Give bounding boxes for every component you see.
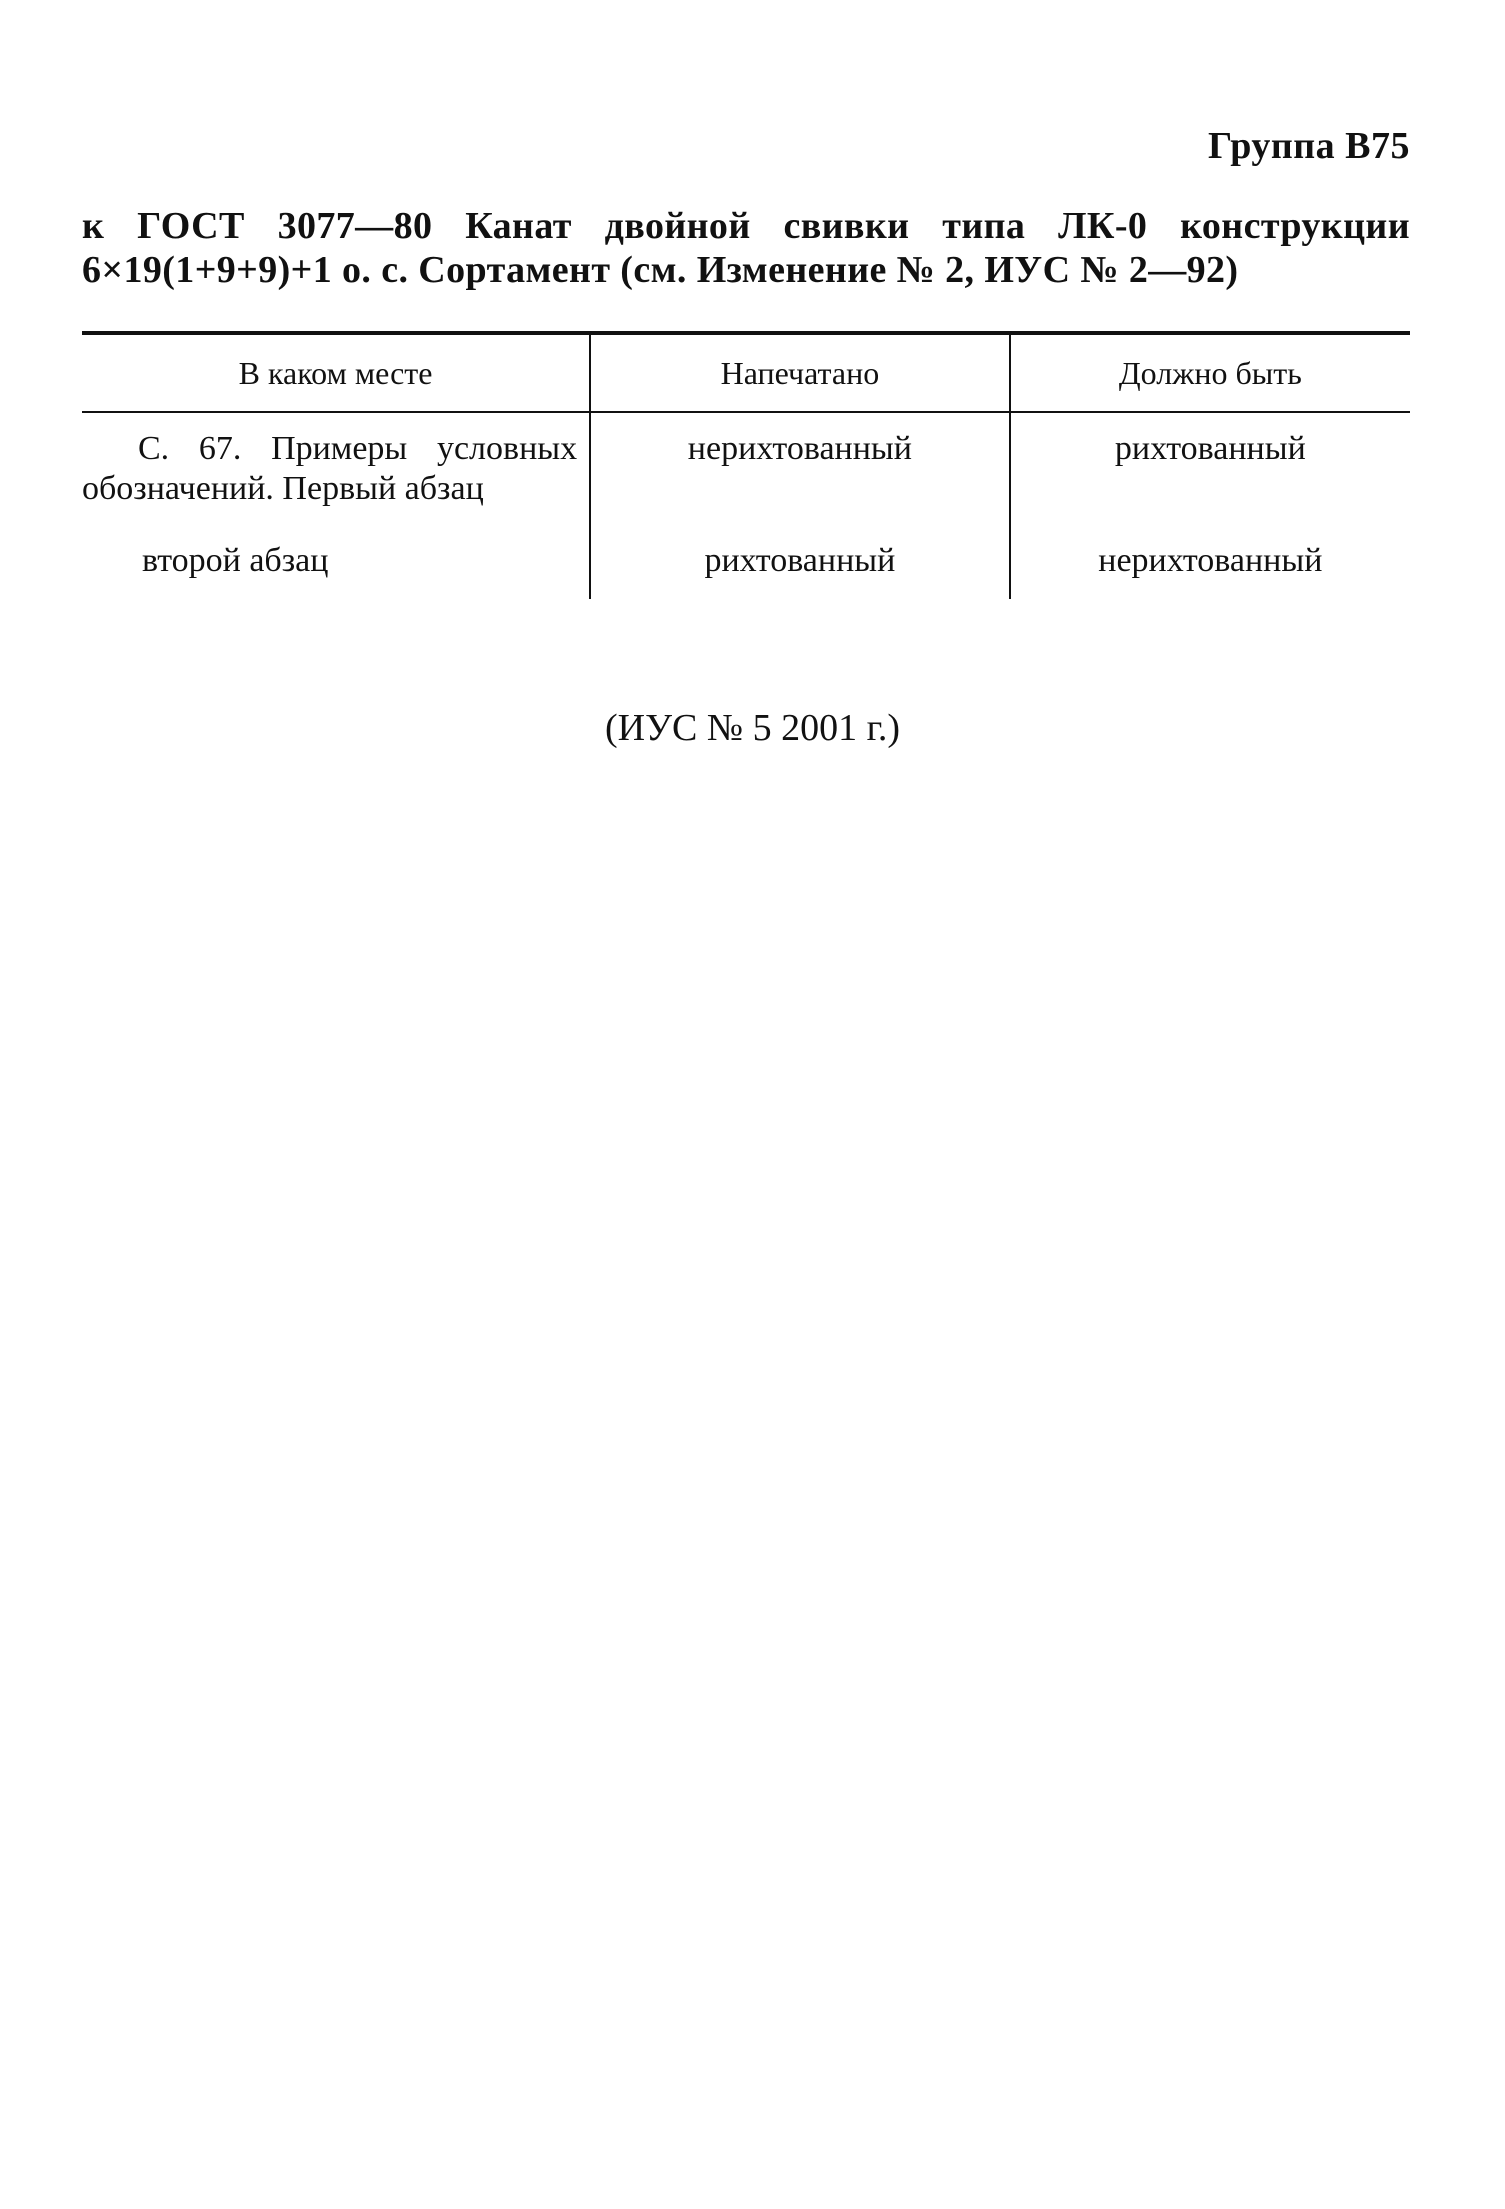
column-header-should-be: Должно быть — [1010, 333, 1410, 412]
amendment-table — [82, 331, 1410, 599]
column-header-printed: Напечатано — [590, 333, 1010, 412]
document-title — [82, 204, 1410, 292]
table-header-row — [82, 333, 1410, 412]
cell-place — [82, 412, 590, 541]
title-line-2: 6×19(1+9+9)+1 о. с. Сортамент (см. Изменение № 2, ИУС № 2—92) — [82, 249, 1239, 291]
group-label: Группа В75 — [1207, 125, 1410, 167]
cell-printed: рихтованный — [590, 541, 1010, 599]
cell-place: второй абзац — [142, 542, 329, 579]
table-row — [82, 412, 1410, 541]
table-row — [82, 541, 1410, 599]
source-reference: (ИУС № 5 2001 г.) — [604, 707, 901, 749]
title-line-1: к ГОСТ 3077—80 Канат двойной свивки типа ЛК-0 конструкции — [82, 205, 1410, 247]
cell-place-text: С. 67. Примеры условных обозначений. Первый абзац — [82, 430, 578, 507]
column-header-place: В каком месте — [82, 333, 590, 412]
cell-should-be: нерихтованный — [1010, 541, 1410, 599]
cell-printed: нерихтованный — [590, 412, 1010, 541]
cell-should-be: рихтованный — [1010, 412, 1410, 541]
